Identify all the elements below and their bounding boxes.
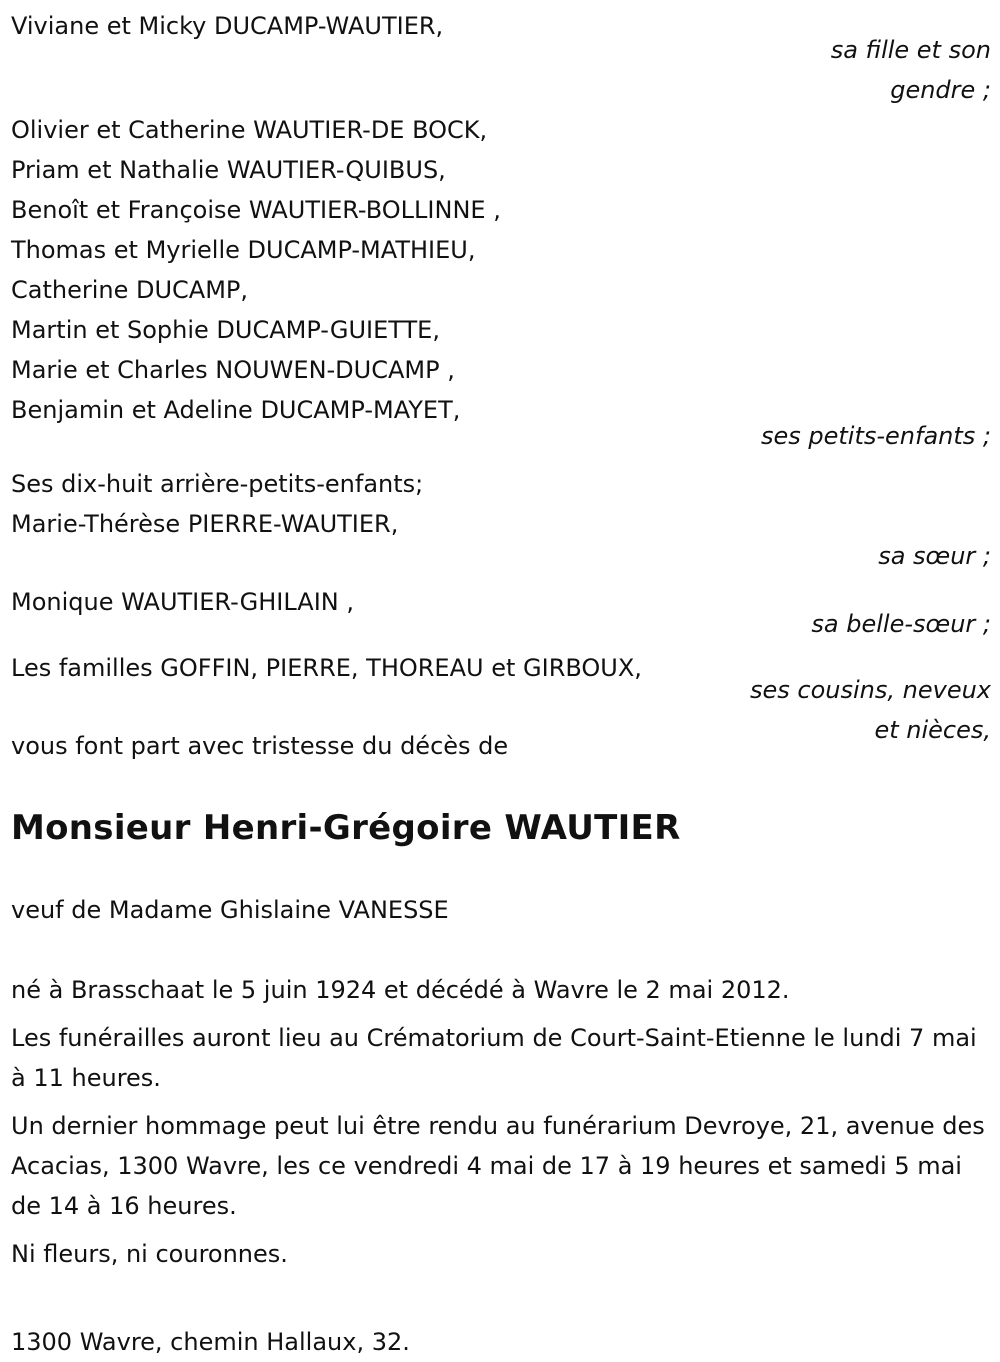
- grandchild-5: Catherine DUCAMP,: [11, 276, 249, 304]
- relation-daughter-1: sa fille et son: [830, 36, 991, 64]
- deceased-name: Monsieur Henri-Grégoire WAUTIER: [11, 808, 681, 848]
- flowers-note: Ni fleurs, ni couronnes.: [11, 1240, 288, 1268]
- relation-sister-in-law: sa belle-sœur ;: [811, 610, 991, 638]
- birth-death-line: né à Brasschaat le 5 juin 1924 et décédé à Wavre le 2 mai 2012.: [11, 976, 790, 1004]
- grandchild-6: Martin et Sophie DUCAMP-GUIETTE,: [11, 316, 440, 344]
- funeral-info: Les funérailles auront lieu au Crématorium de Court-Saint-Etienne le lundi 7 mai à 11 heures.: [11, 1024, 977, 1092]
- grandchild-3: Benoît et Françoise WAUTIER-BOLLINNE ,: [11, 196, 501, 224]
- announcer-daughter: Viviane et Micky DUCAMP-WAUTIER,: [11, 12, 444, 40]
- announcer-families: Les familles GOFFIN, PIERRE, THOREAU et GIRBOUX,: [11, 654, 642, 682]
- widower-line: veuf de Madame Ghislaine VANESSE: [11, 896, 449, 924]
- relation-grandchildren: ses petits-enfants ;: [760, 422, 991, 450]
- homage-info: Un dernier hommage peut lui être rendu au funérarium Devroye, 21, avenue des Acacias, 1300 Wavre, les ce vendredi 4 mai de 17 à 19 heures et samedi 5 mai de 14 à 16 heures.: [11, 1112, 985, 1220]
- grandchild-4: Thomas et Myrielle DUCAMP-MATHIEU,: [11, 236, 476, 264]
- announcer-sister-in-law: Monique WAUTIER-GHILAIN ,: [11, 588, 355, 616]
- grandchild-8: Benjamin et Adeline DUCAMP-MAYET,: [11, 396, 461, 424]
- grandchild-7: Marie et Charles NOUWEN-DUCAMP ,: [11, 356, 455, 384]
- relation-families-2: et nièces,: [874, 716, 991, 744]
- grandchild-1: Olivier et Catherine WAUTIER-DE BOCK,: [11, 116, 488, 144]
- announcement-text: vous font part avec tristesse du décès de: [11, 732, 509, 760]
- relation-families-1: ses cousins, neveux: [750, 676, 991, 704]
- announcer-sister: Marie-Thérèse PIERRE-WAUTIER,: [11, 510, 399, 538]
- grandchild-2: Priam et Nathalie WAUTIER-QUIBUS,: [11, 156, 446, 184]
- great-grandchildren: Ses dix-huit arrière-petits-enfants;: [11, 470, 424, 498]
- obituary-notice: [11, 6, 991, 1362]
- relation-sister: sa sœur ;: [878, 542, 991, 570]
- relation-daughter-2: gendre ;: [890, 76, 991, 104]
- family-address: 1300 Wavre, chemin Hallaux, 32.: [11, 1328, 410, 1356]
